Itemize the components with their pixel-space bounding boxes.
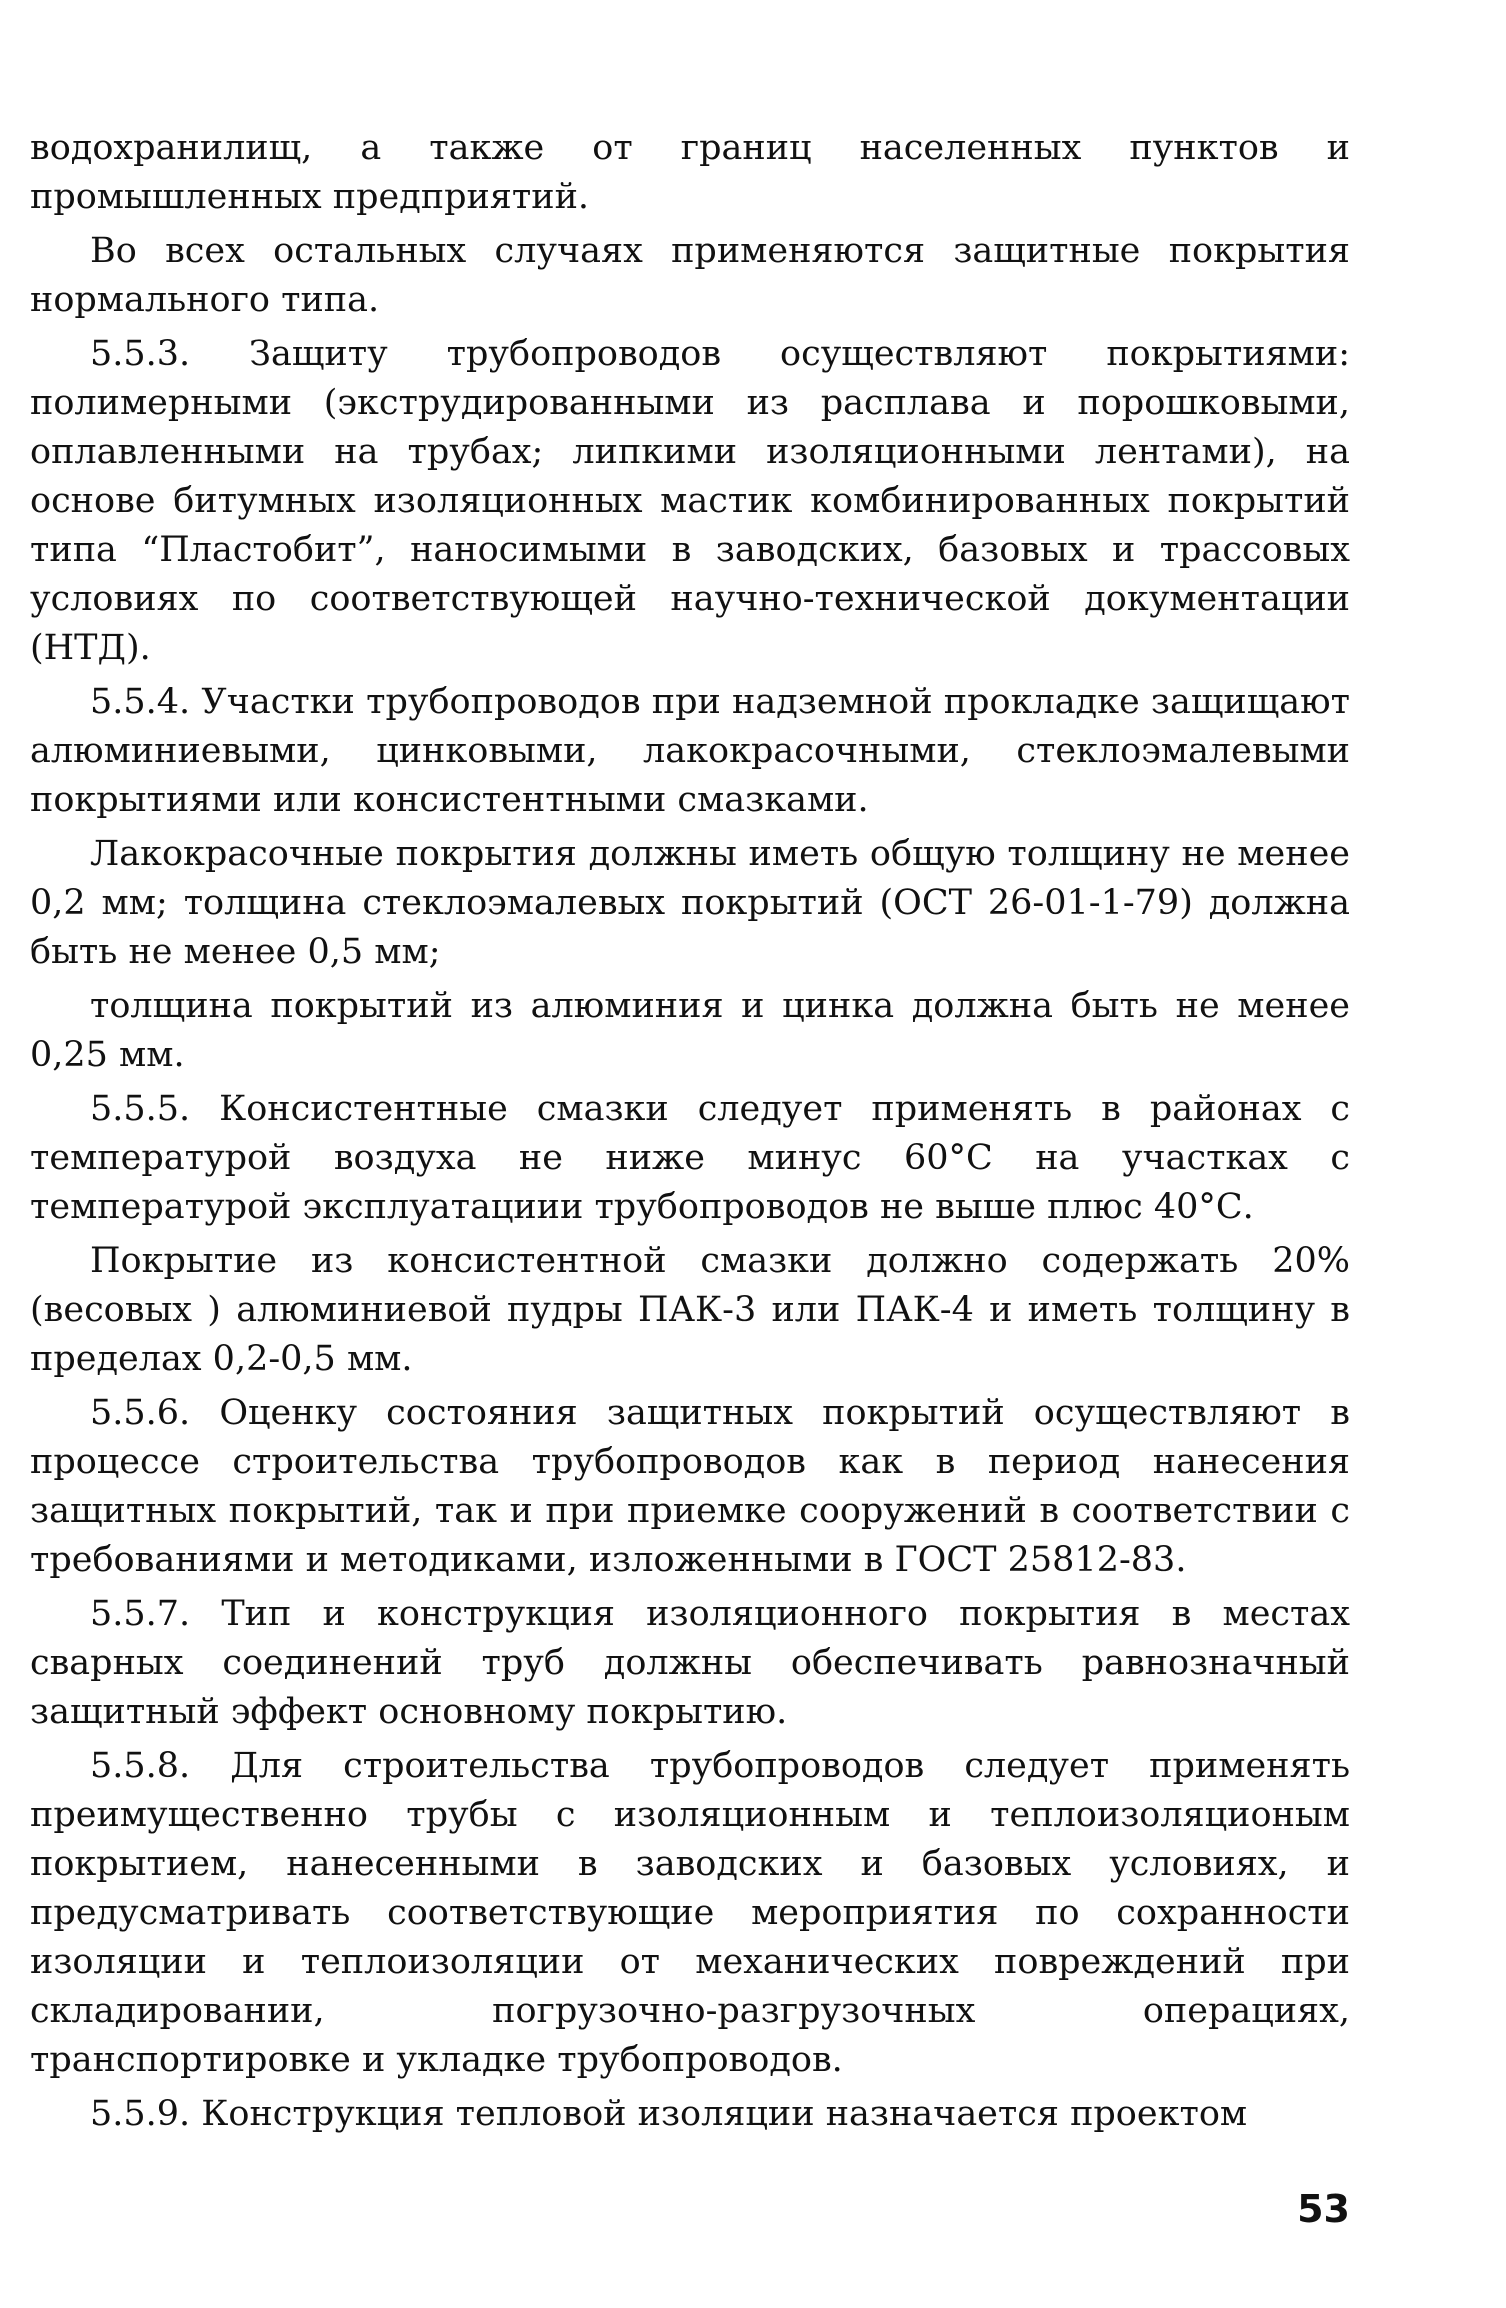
paragraph-grease-composition: Покрытие из консистентной смазки должно содержать 20% (весовых ) алюминиевой пудры ПАК-3 или ПАК-4 и иметь толщину в пределах 0,2-0,5 мм. [30,1241,1350,1379]
paragraph-5-5-8: 5.5.8. Для строительства трубопроводов следует применять преимущественно трубы с изоляционным и теплоизоляционым покрытием, нанесенными в заводских и базовых условиях, и предусматривать соответствующие мероприятия по сохранности изоляции и теплоизоляции от механических повреждений при складировании, погрузочно-разгрузочных операциях, транспортировке и укладке трубопроводов. [30,1746,1350,2080]
paragraph-5-5-6: 5.5.6. Оценку состояния защитных покрытий осуществляют в процессе строительства трубопроводов как в период нанесения защитных покрытий, так и при приемке сооружений в соответствии с требованиями и методиками, изложенными в ГОСТ 25812-83. [30,1393,1350,1580]
paragraph-5-5-3: 5.5.3. Защиту трубопроводов осуществляют покрытиями: полимерными (экструдированными из расплава и порошковыми, оплавленными на трубах; липкими изоляционными лентами), на основе битумных изоляционных мастик комбинированных покрытий типа “Пластобит”, наносимыми в заводских, базовых и трассовых условиях по соответствующей научно-технической документации (НТД). [30,334,1350,668]
document-body [30,124,1350,2144]
paragraph-5-5-5: 5.5.5. Консистентные смазки следует применять в районах с температурой воздуха не ниже минус 60°С на участках с температурой эксплуатациии трубопроводов не выше плюс 40°С. [30,1089,1350,1227]
paragraph-5-5-4: 5.5.4. Участки трубопроводов при надземной прокладке защищают алюминиевыми, цинковыми, лакокрасочными, стеклоэмалевыми покрытиями или консистентными смазками. [30,682,1350,820]
paragraph-paint-thickness: Лакокрасочные покрытия должны иметь общую толщину не менее 0,2 мм; толщина стеклоэмалевых покрытий (ОСТ 26-01-1-79) должна быть не менее 0,5 мм; [30,834,1350,972]
paragraph-normal-type-coatings: Во всех остальных случаях применяются защитные покрытия нормального типа. [30,231,1350,320]
paragraph-continuation: водохранилищ, а также от границ населенных пунктов и промышленных предприятий. [30,128,1350,217]
paragraph-5-5-7: 5.5.7. Тип и конструкция изоляционного покрытия в местах сварных соединений труб должны обеспечивать равнозначный защитный эффект основному покрытию. [30,1594,1350,1732]
paragraph-5-5-9: 5.5.9. Конструкция тепловой изоляции назначается проектом [90,2094,1248,2134]
paragraph-metal-thickness: толщина покрытий из алюминия и цинка должна быть не менее 0,25 мм. [30,986,1350,1075]
page-number: 53 [1297,2187,1350,2231]
